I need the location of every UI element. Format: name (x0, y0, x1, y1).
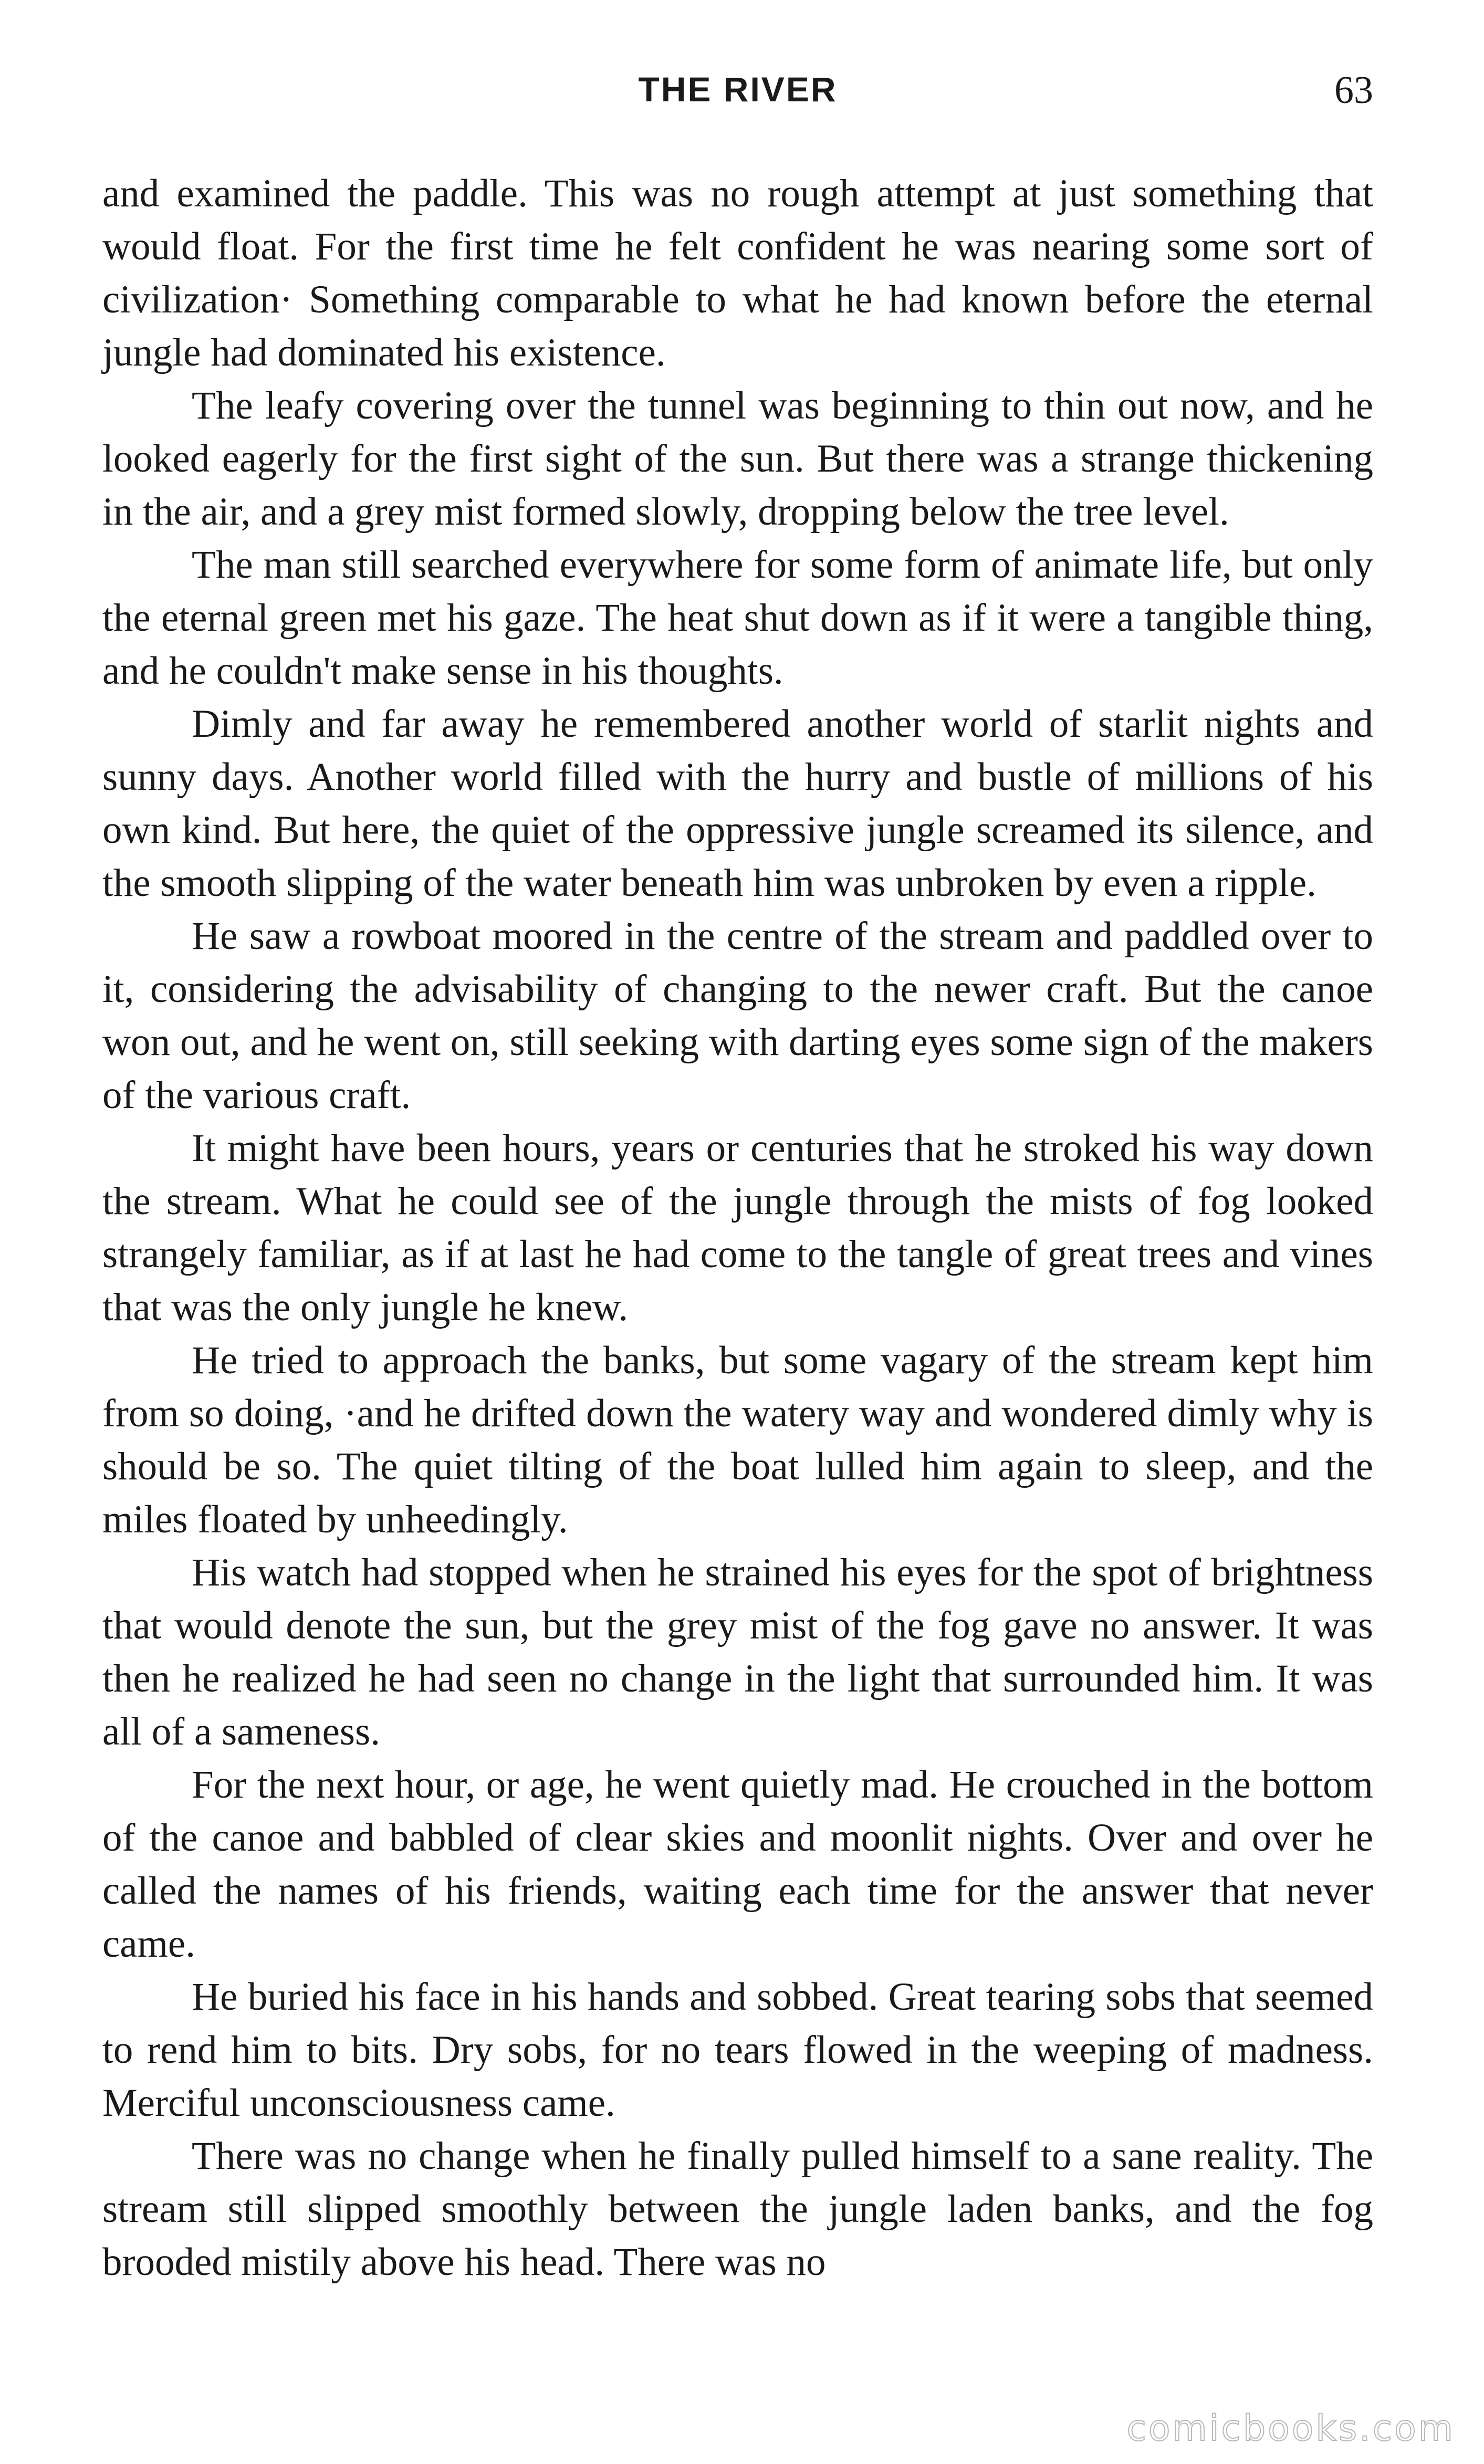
paragraph: He saw a rowboat moored in the centre of the stream and paddled over to it, considering the advisability of changing to the newer craft. But the canoe won out, and he went on, still seeking with darting eyes some sign of the makers of the various craft. (102, 914, 1373, 1117)
paragraph: The man still searched everywhere for some form of animate life, but only the eternal green met his gaze. The heat shut down as if it were a tangible thing, and he couldn't make sense in his thoughts. (102, 543, 1373, 693)
paragraph: He buried his face in his hands and sobbed. Great tearing sobs that seemed to rend him to bits. Dry sobs, for no tears flowed in the weeping of madness. Merciful unconsciousness came. (102, 1975, 1373, 2125)
paragraph-continued: and examined the paddle. This was no rough attempt at just something that would float. For the first time he felt confident he was nearing some sort of civilization· Something comparable to what he had known before the eternal jungle had dominated his existence. (102, 172, 1373, 374)
paragraph: For the next hour, or age, he went quietly mad. He crouched in the bottom of the canoe and babbled of clear skies and moonlit nights. Over and over he called the names of his friends, waiting each time for the answer that never came. (102, 1763, 1373, 1966)
body-text (102, 167, 1373, 2289)
chapter-title: THE RIVER (638, 70, 838, 109)
paragraph-continues: There was no change when he finally pulled himself to a sane reality. The stream still slipped smoothly between the jungle laden banks, and the fog brooded mistily above his head. There was no (102, 2134, 1373, 2284)
paragraph: It might have been hours, years or centuries that he stroked his way down the stream. What he could see of the jungle through the mists of fog looked strangely familiar, as if at last he had come to the tangle of great trees and vines that was the only jungle he knew. (102, 1126, 1373, 1329)
paragraph: Dimly and far away he remembered another world of starlit nights and sunny days. Another world filled with the hurry and bustle of millions of his own kind. But here, the quiet of the oppressive jungle screamed its silence, and the smooth slipping of the water beneath him was unbroken by even a ripple. (102, 702, 1373, 905)
paragraph: He tried to approach the banks, but some vagary of the stream kept him from so doing, ·and he drifted down the watery way and wondered dimly why is should be so. The quiet tilting of the boat lulled him again to sleep, and the miles floated by unheedingly. (102, 1339, 1373, 1541)
running-head (102, 63, 1373, 126)
page-number: 63 (1334, 69, 1373, 112)
paragraph: The leafy covering over the tunnel was beginning to thin out now, and he looked eagerly for the first sight of the sun. But there was a strange thickening in the air, and a grey mist formed slowly, dropping below the tree level. (102, 384, 1373, 534)
site-watermark: comicbooks.com (1126, 2408, 1455, 2449)
paragraph: His watch had stopped when he strained his eyes for the spot of brightness that would denote the sun, but the grey mist of the fog gave no answer. It was then he realized he had seen no change in the light that surrounded him. It was all of a sameness. (102, 1551, 1373, 1753)
